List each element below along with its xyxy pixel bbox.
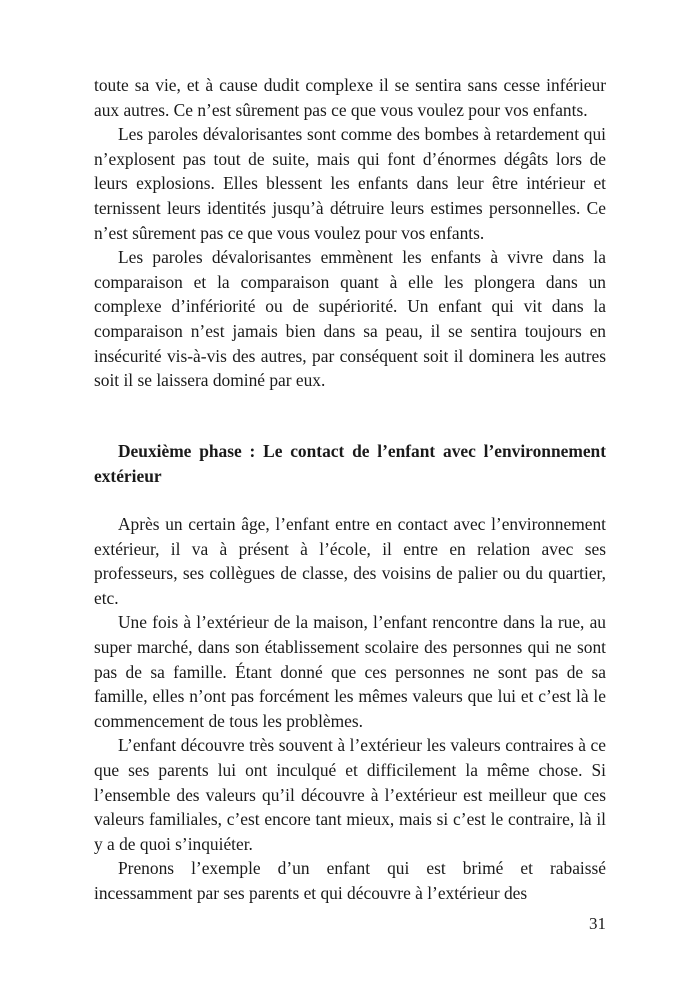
page-number: 31 [589,914,606,933]
paragraph: Après un certain âge, l’enfant entre en contact avec l’environnement extérieur, il va à présent à l’école, il entre en relation avec ses professeurs, ses collègues de classe, des voisins de palier ou du quartier, etc. [94,514,606,608]
paragraph: Les paroles dévalorisantes emmènent les enfants à vivre dans la comparaison et la comparaison quant à elle les plongera dans un complexe d’infériorité ou de supériorité. Un enfant qui vit dans la comparaison n’est jamais bien dans sa peau, il se sentira toujours en insécurité vis-à-vis des autres, par conséquent soit il dominera les autres soit il se laissera dominé par eux. [94,247,606,391]
paragraph: Prenons l’exemple d’un enfant qui est brimé et rabaissé incessamment par ses parents et qui découvre à l’extérieur des [94,858,606,903]
text-block-bottom [94,512,606,906]
section-heading: Deuxième phase : Le contact de l’enfant avec l’environnement extérieur [94,441,606,486]
paragraph: Les paroles dévalorisantes sont comme des bombes à retardement qui n’explosent pas tout de suite, mais qui font d’énormes dégâts lors de leurs explosions. Elles blessent les enfants dans leur être intérieur et ternissent leurs identités jusqu’à détruire leurs estimes personnelles. Ce n’est sûrement pas ce que vous voulez pour vos enfants. [94,124,606,243]
paragraph: Une fois à l’extérieur de la maison, l’enfant rencontre dans la rue, au super marché, dans son établissement scolaire des personnes qui ne sont pas de sa famille. Étant donné que ces personnes ne sont pas de sa famille, elles n’ont pas forcément les mêmes valeurs que lui et c’est là le commencement de tous les problèmes. [94,612,606,731]
paragraph: L’enfant découvre très souvent à l’extérieur les valeurs contraires à ce que ses parents lui ont inculqué et difficilement la même chose. Si l’ensemble des valeurs qu’il découvre à l’extérieur est meilleur que ces valeurs familiales, c’est encore tant mieux, mais si c’est le contraire, là il y a de quoi s’inquiéter. [94,735,606,854]
text-block-top [94,73,606,393]
paragraph-continued: toute sa vie, et à cause dudit complexe il se sentira sans cesse inférieur aux autres. Ce n’est sûrement pas ce que vous voulez pour vos enfants. [94,75,606,120]
